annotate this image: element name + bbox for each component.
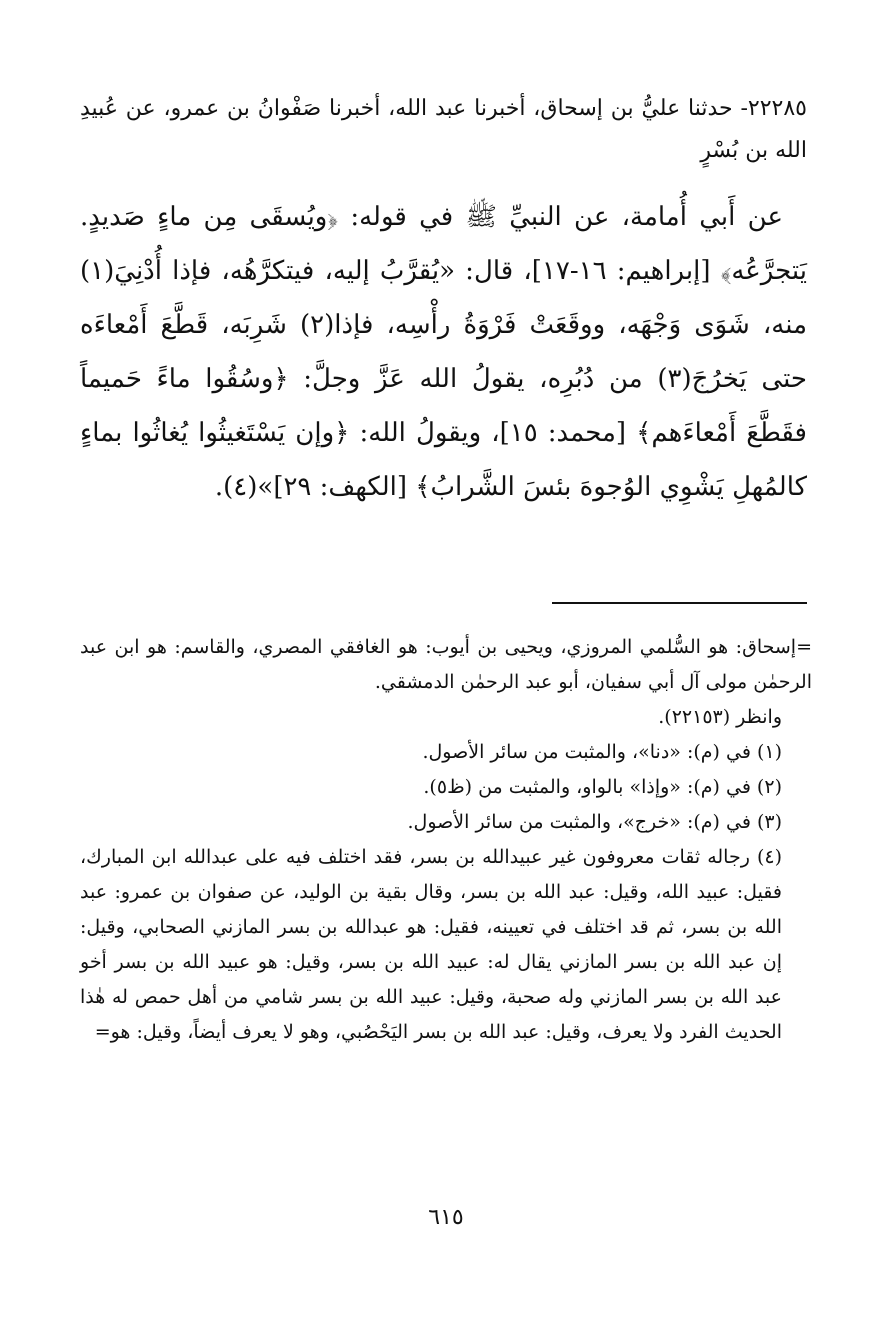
footnotes	[80, 630, 812, 1050]
footnote-separator	[552, 602, 807, 604]
hadith-text	[80, 190, 807, 514]
footnote-3: (٣) في (م): «خرج»، والمثبت من سائر الأصول.	[407, 811, 782, 833]
footnote-see-also: وانظر (٢٢١٥٣).	[658, 706, 782, 728]
hadith-isnad: ٢٢٢٨٥- حدثنا عليُّ بن إسحاق، أخبرنا عبد الله، أخبرنا صَفْوانُ بن عمرو، عن عُبيدِ الله بن بُسْرٍ	[80, 96, 807, 163]
footnote-2: (٢) في (م): «وإذا» بالواو، والمثبت من (ظ٥).	[423, 776, 782, 798]
page-number: ٦١٥	[428, 1205, 464, 1230]
hadith-matn: عن أَبي أُمامة، عن النبيِّ ﷺ في قوله: ﴿ويُسقَى مِن ماءٍ صَديدٍ. يَتجرَّعُه﴾ [إبراهيم: ١٦-١٧]، قال: «يُقرَّبُ إليه، فيتكرَّهُه، فإذا أُدْنِيَ(١) منه، شَوَى وَجْهَه، ووقَعَتْ فَرْوَةُ رأْسِه، فإذا(٢) شَرِبَه، قَطَّعَ أَمْعاءَه حتى يَخرُجَ(٣) من دُبُرِه، يقولُ الله عَزَّ وجلَّ: ﴿وسُقُوا ماءً حَميماً فقَطَّعَ أَمْعاءَهم﴾ [محمد: ١٥]، ويقولُ الله: ﴿وإن يَسْتَغيثُوا يُغاثُوا بماءٍ كالمُهلِ يَشْوِي الوُجوهَ بئسَ الشَّرابُ﴾ [الكهف: ٢٩]»(٤).	[80, 202, 807, 502]
footnote-4: (٤) رجاله ثقات معروفون غير عبيدالله بن بسر، فقد اختلف فيه على عبدالله ابن المبارك، فقيل: عبيد الله، وقيل: عبد الله بن بسر، وقال بقية بن الوليد، عن صفوان بن عمرو: عبد الله بن بسر، ثم قد اختلف في تعيينه، فقيل: هو عبدالله بن بسر المازني الصحابي، وقيل: إن عبد الله بن بسر المازني يقال له: عبيد الله بن بسر، وقيل: هو عبيد الله بن بسر أخو عبد الله بن بسر المازني وله صحبة، وقيل: عبيد الله بن بسر شامي من أهل حمص له هٰذا الحديث الفرد ولا يعرف، وقيل: عبد الله بن بسر اليَحْصُبي، وهو لا يعرف أيضاً، وقيل: هو=	[80, 846, 782, 1043]
footnote-1: (١) في (م): «دنا»، والمثبت من سائر الأصول.	[422, 741, 782, 763]
footnote-continuation: =إسحاق: هو السُّلمي المروزي، ويحيى بن أيوب: هو الغافقي المصري، والقاسم: هو ابن عبد الرحمٰن مولى آل أبي سفيان، أبو عبد الرحمٰن الدمشقي.	[80, 636, 812, 693]
